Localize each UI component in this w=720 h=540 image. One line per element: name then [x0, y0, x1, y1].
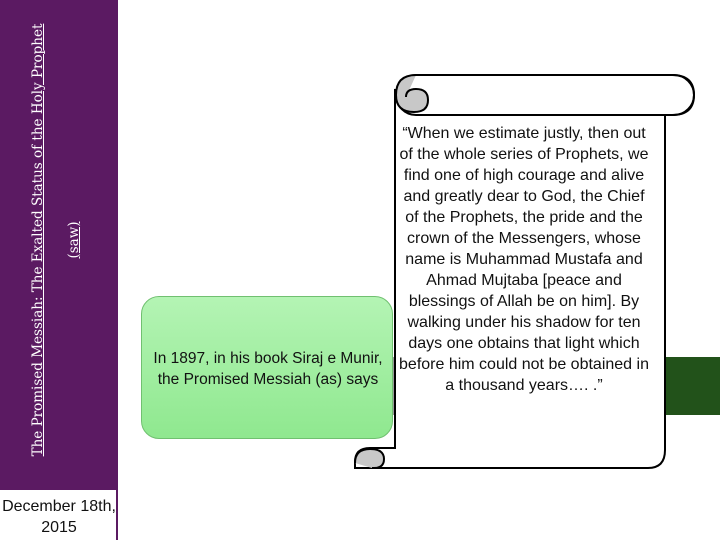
presentation-title: The Promised Messiah: The Exalted Status of the Holy Prophet (saw)	[30, 23, 82, 457]
intro-callout	[141, 296, 393, 439]
scroll-top-roll	[396, 75, 694, 115]
quote-text: “When we estimate justly, then out of the whole series of Prophets, we find one of high courage and alive and greatly dear to God, the Chief of the Prophets, the pride and the crown of the Messengers, whose name is Muhammad Mustafa and Ahmad Mujtaba [peace and blessings of Allah be on him]. By walking under his shadow for ten days one obtains that light which before him could not be obtained in a thousand years…. .”	[399, 125, 649, 394]
callout-text: In 1897, in his book Siraj e Munir, the Promised Messiah (as) says	[153, 350, 383, 388]
date-label: December 18th, 2015	[2, 498, 116, 536]
